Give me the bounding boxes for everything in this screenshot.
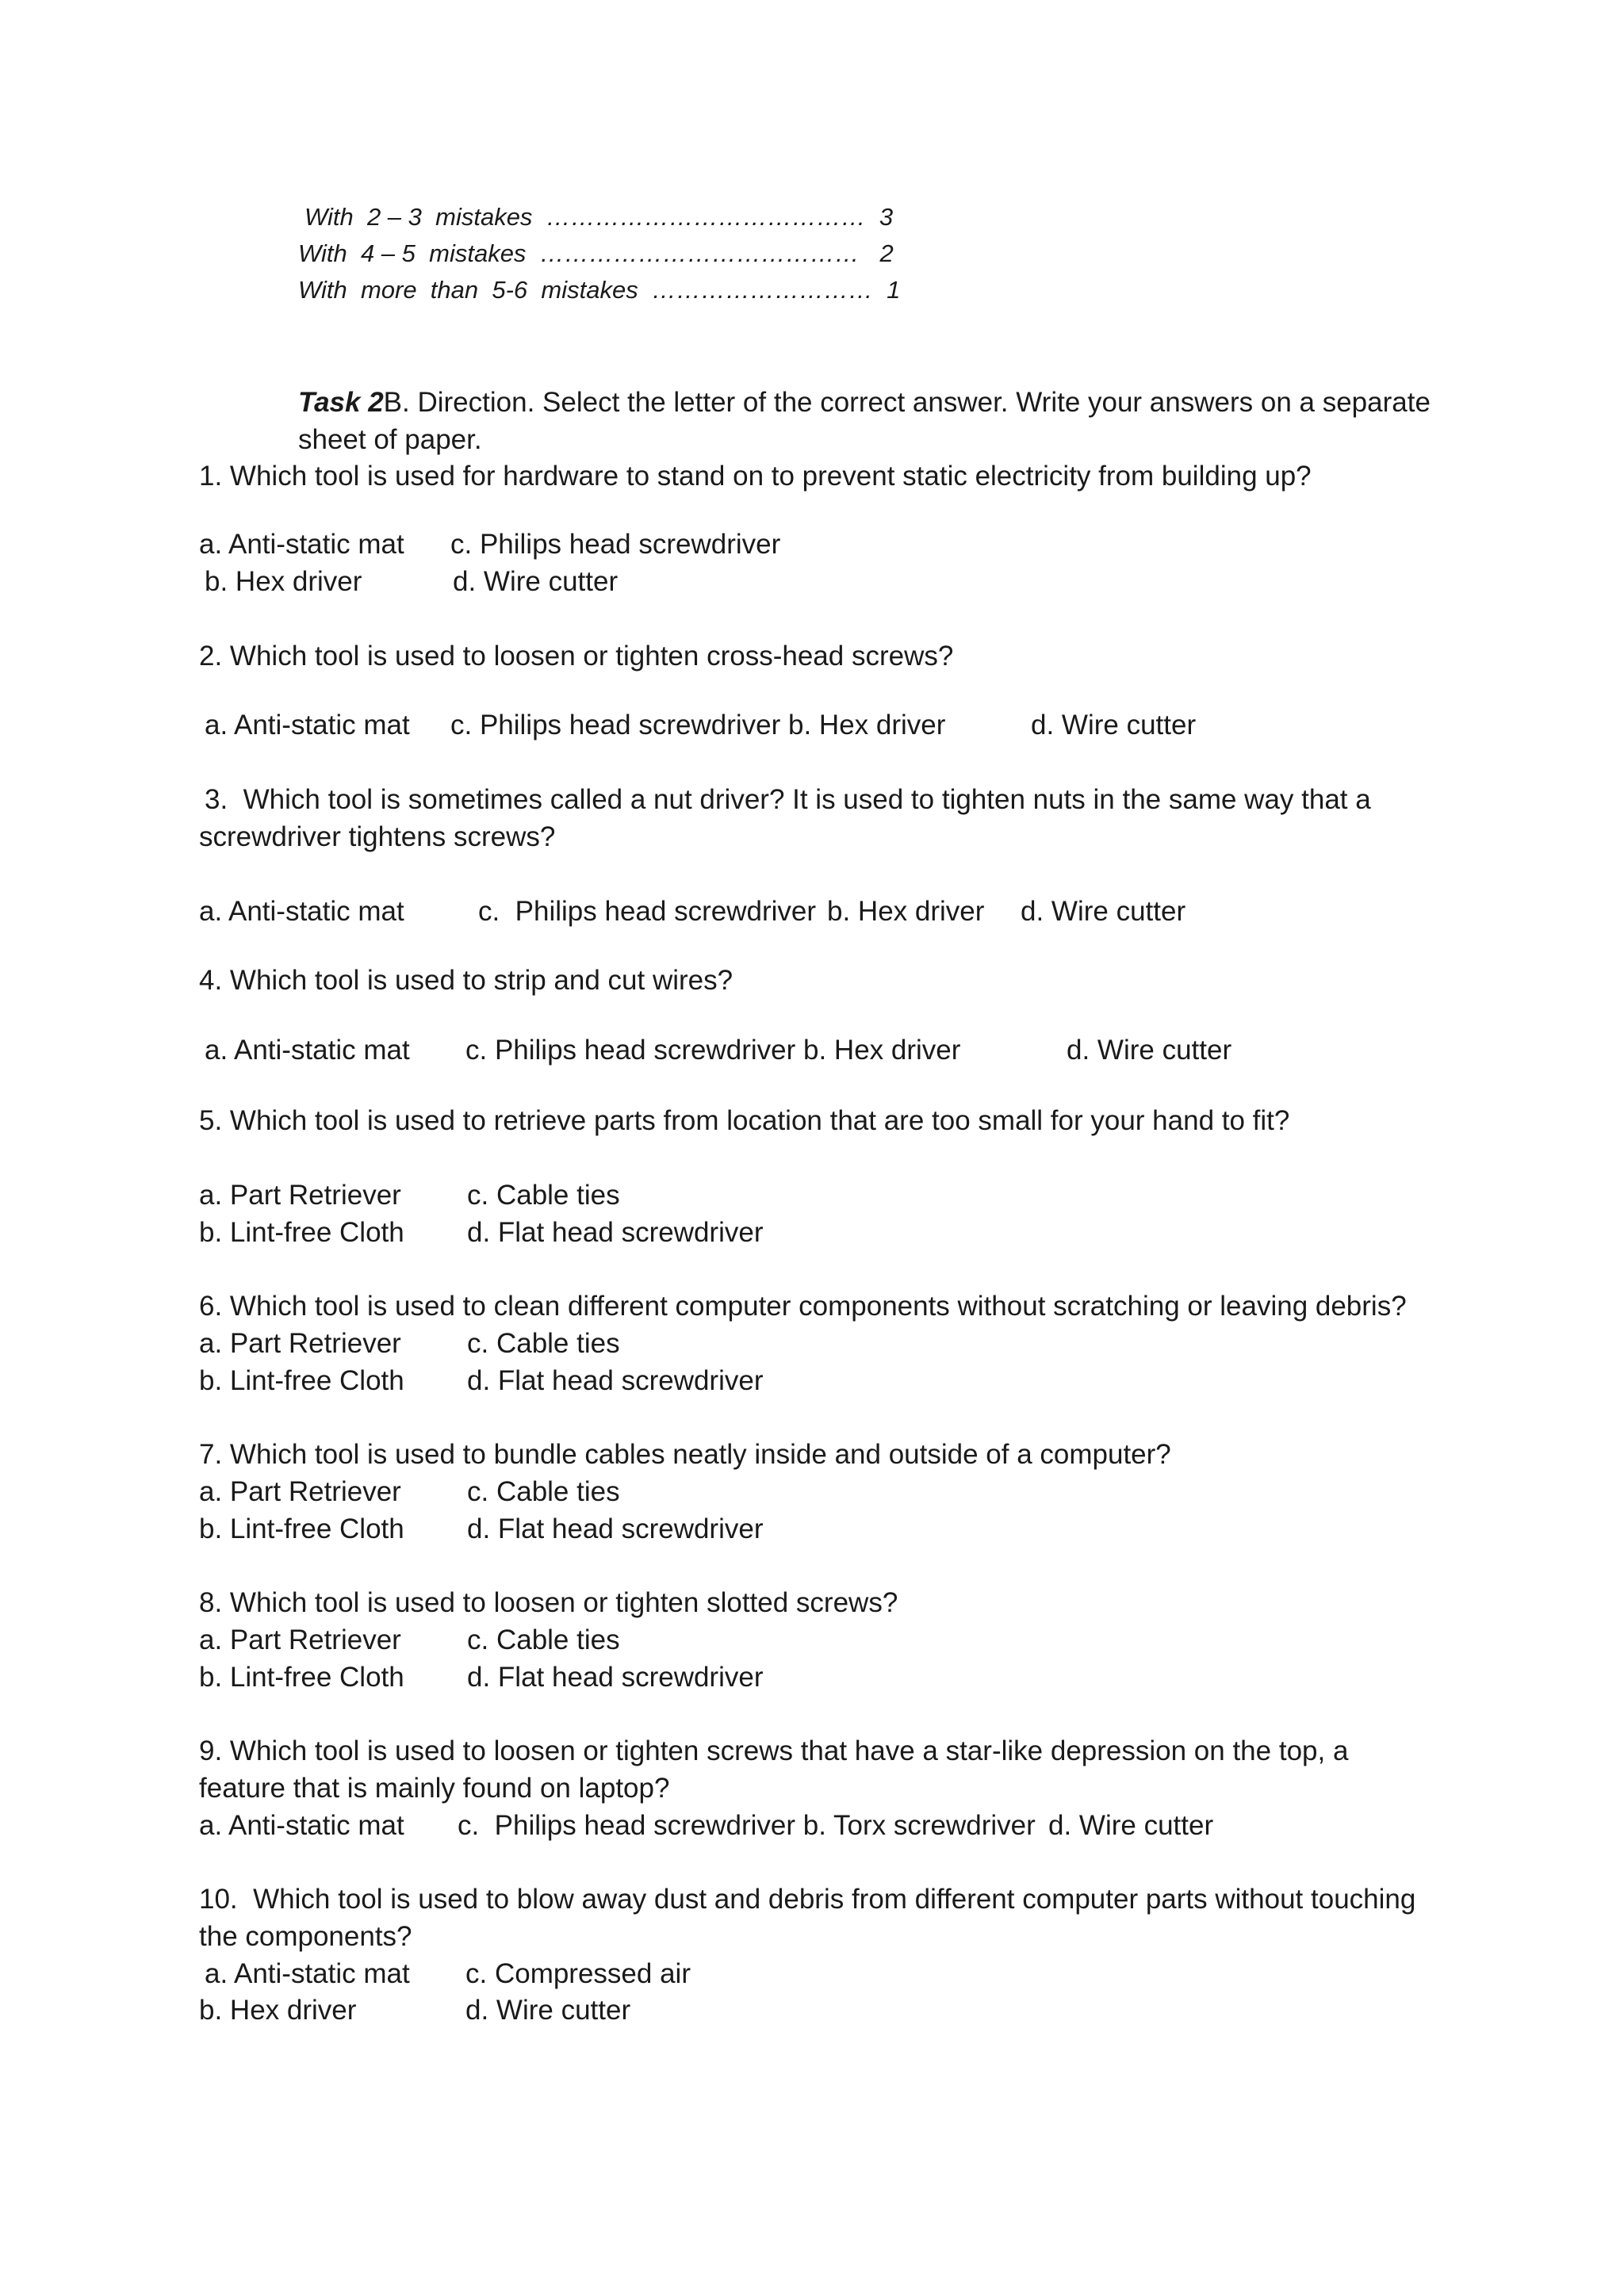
task-directions [298, 388, 1431, 416]
question-2: 2. Which tool is used to loosen or tighten cross-head screws? [199, 641, 954, 672]
question-8: 8. Which tool is used to loosen or tighten slotted screws? [199, 1587, 898, 1618]
q6-option-d: d. Flat head screwdriver [467, 1365, 764, 1396]
question-6: 6. Which tool is used to clean different computer components without scratching or leaving debris? [199, 1291, 1407, 1322]
q6-option-b: b. Lint-free Cloth [199, 1365, 404, 1396]
q8-option-a: a. Part Retriever [199, 1624, 401, 1655]
directions-line-1: B. Direction. Select the letter of the correct answer. Write your answers on a separate [383, 387, 1431, 418]
q2-option-d: d. Wire cutter [1031, 710, 1197, 740]
q9-option-c-b: c. Philips head screwdriver b. Torx screwdriver [458, 1810, 1036, 1841]
q4-option-a: a. Anti-static mat [205, 1035, 410, 1066]
q1-option-d: d. Wire cutter [453, 566, 619, 597]
question-10-line-2: the components? [199, 1921, 412, 1952]
q8-option-c: c. Cable ties [467, 1624, 620, 1655]
q8-option-d: d. Flat head screwdriver [467, 1662, 764, 1693]
q4-option-c-b: c. Philips head screwdriver b. Hex driver [465, 1035, 961, 1066]
q8-option-b: b. Lint-free Cloth [199, 1662, 404, 1693]
q10-option-d: d. Wire cutter [465, 1995, 631, 2026]
q9-option-d: d. Wire cutter [1048, 1810, 1214, 1841]
q6-option-c: c. Cable ties [467, 1328, 620, 1359]
q6-option-a: a. Part Retriever [199, 1328, 401, 1359]
question-9-line-1: 9. Which tool is used to loosen or tighten screws that have a star-like depression on the top, a [199, 1735, 1349, 1766]
question-10-line-1: 10. Which tool is used to blow away dust and debris from different computer parts without touching [199, 1884, 1416, 1915]
question-9-line-2: feature that is mainly found on laptop? [199, 1773, 670, 1804]
q3-option-a: a. Anti-static mat [199, 896, 404, 927]
q10-option-c: c. Compressed air [465, 1958, 691, 1989]
scoring-line-1: With 2 – 3 mistakes ………………………………… 3 [304, 203, 894, 231]
scoring-line-2: With 4 – 5 mistakes ………………………………… 2 [298, 239, 894, 267]
q5-option-c: c. Cable ties [467, 1180, 620, 1211]
q1-option-c: c. Philips head screwdriver [450, 529, 781, 560]
q7-option-d: d. Flat head screwdriver [467, 1513, 764, 1544]
q7-option-a: a. Part Retriever [199, 1476, 401, 1507]
q7-option-c: c. Cable ties [467, 1476, 620, 1507]
directions-line-2: sheet of paper. [298, 424, 482, 455]
q3-option-c: c. Philips head screwdriver [478, 896, 816, 927]
q9-option-a: a. Anti-static mat [199, 1810, 404, 1841]
task-label: Task 2 [298, 387, 384, 418]
q2-option-a: a. Anti-static mat [205, 710, 410, 740]
q10-option-b: b. Hex driver [199, 1995, 357, 2026]
q5-option-a: a. Part Retriever [199, 1180, 401, 1211]
q1-option-a: a. Anti-static mat [199, 529, 404, 560]
q3-option-b: b. Hex driver [827, 896, 985, 927]
question-3-line-1: 3. Which tool is sometimes called a nut driver? It is used to tighten nuts in the same way that a [205, 784, 1371, 815]
q4-option-d: d. Wire cutter [1067, 1035, 1232, 1066]
scoring-line-3: With more than 5-6 mistakes ……………………… 1 [298, 276, 901, 304]
question-5: 5. Which tool is used to retrieve parts from location that are too small for your hand to fit? [199, 1105, 1290, 1136]
q5-option-d: d. Flat head screwdriver [467, 1217, 764, 1248]
question-7: 7. Which tool is used to bundle cables neatly inside and outside of a computer? [199, 1439, 1171, 1470]
q5-option-b: b. Lint-free Cloth [199, 1217, 404, 1248]
question-3-line-2: screwdriver tightens screws? [199, 821, 556, 852]
q3-option-d: d. Wire cutter [1021, 896, 1186, 927]
question-1: 1. Which tool is used for hardware to stand on to prevent static electricity from building up? [199, 461, 1312, 492]
question-4: 4. Which tool is used to strip and cut wires? [199, 965, 733, 996]
q10-option-a: a. Anti-static mat [205, 1958, 410, 1989]
q2-option-c-b: c. Philips head screwdriver b. Hex driver [450, 710, 946, 740]
q7-option-b: b. Lint-free Cloth [199, 1513, 404, 1544]
q1-option-b: b. Hex driver [205, 566, 362, 597]
